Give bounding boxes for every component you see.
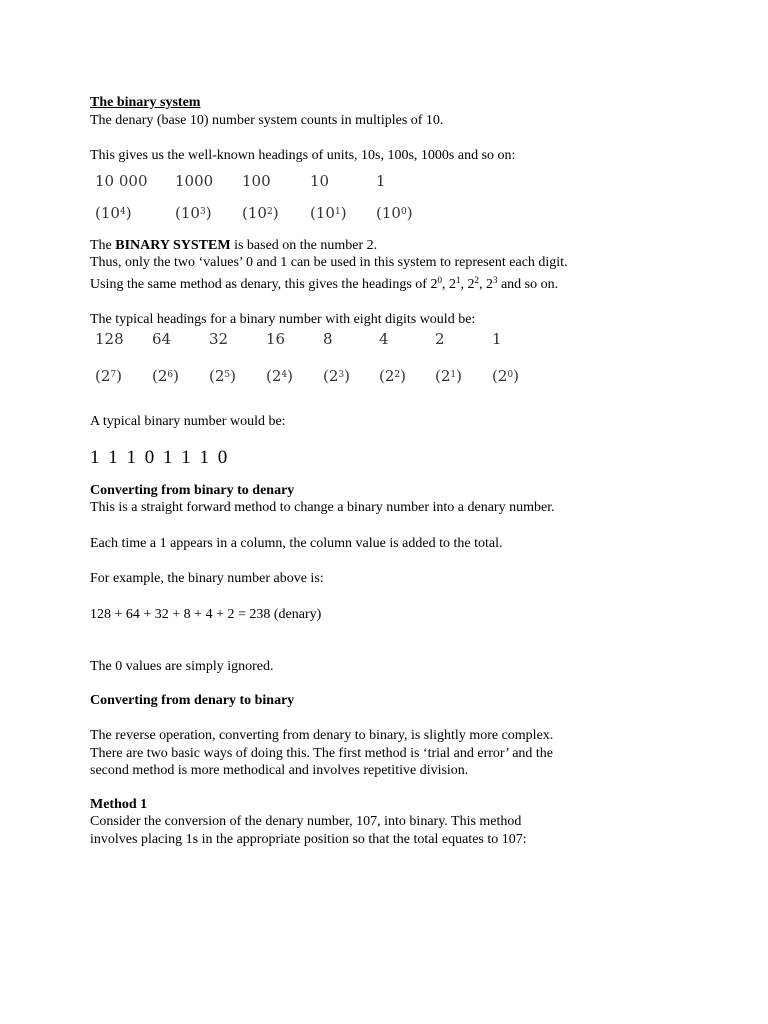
binary-heading-value: 16 [266, 329, 286, 348]
binary-heading-value: 1 [492, 329, 502, 348]
denary-power: (100) [376, 204, 413, 222]
headings-intro-text: This gives us the well-known headings of units, 10s, 100s, 1000s and so on: [90, 148, 516, 163]
straight-forward-text: This is a straight forward method to change a binary number into a denary number. [90, 500, 555, 515]
binary-headings-powers [90, 367, 690, 386]
binary-heading-value: 8 [323, 329, 333, 348]
heading-binary-to-denary: Converting from binary to denary [90, 482, 295, 498]
two-values-text: Thus, only the two ‘values’ 0 and 1 can be used in this system to represent each digit. [90, 255, 568, 270]
binary-heading-value: 2 [435, 329, 445, 348]
denary-power: (102) [242, 204, 279, 222]
method1-text-line-1: Consider the conversion of the denary number, 107, into binary. This method [90, 814, 522, 829]
binary-heading-value: 64 [152, 329, 172, 348]
denary-heading-value: 10 [310, 171, 330, 190]
denary-headings-values [90, 173, 690, 191]
binary-headings-line: Using the same method as denary, this gives the headings of $2^0$, $2^1$, $2^2$, $2^3$ and so on. [90, 274, 559, 292]
binary-power: (23) [323, 367, 350, 385]
denary-headings-powers [90, 204, 690, 223]
typical-number-text: A typical binary number would be: [90, 413, 286, 429]
for-example-text: For example, the binary number above is: [90, 571, 324, 586]
denary-heading-value: 1 [376, 171, 386, 190]
binary-heading-value: 4 [379, 329, 389, 348]
zero-ignored-text: The 0 values are simply ignored. [90, 659, 274, 674]
binary-heading-value: 128 [95, 329, 124, 348]
denary-heading-value: 10 000 [95, 171, 148, 190]
each-time-text: Each time a 1 appears in a column, the column value is added to the total. [90, 535, 503, 551]
denary-power: (104) [95, 204, 132, 222]
method1-text-line-2: involves placing 1s in the appropriate position so that the total equates to 107: [90, 831, 527, 847]
binary-power: (20) [492, 367, 519, 385]
denary-power: (101) [310, 204, 347, 222]
binary-power: (21) [435, 367, 462, 385]
binary-power: (25) [209, 367, 236, 385]
sum-expression: 128 + 64 + 32 + 8 + 4 + 2 = 238 (denary) [90, 606, 322, 622]
reverse-text-line-3: second method is more methodical and involves repetitive division. [90, 763, 469, 778]
denary-intro-text: The denary (base 10) number system counts in multiples of 10. [90, 112, 444, 128]
document-page [90, 94, 690, 848]
typical-headings-text: The typical headings for a binary number with eight digits would be: [90, 312, 476, 327]
binary-power: (27) [95, 367, 122, 385]
heading-denary-to-binary: Converting from denary to binary [90, 692, 295, 708]
binary-system-line: The BINARY SYSTEM is based on the number 2. [90, 237, 378, 253]
binary-power: (24) [266, 367, 293, 385]
reverse-text-line-1: The reverse operation, converting from denary to binary, is slightly more complex. [90, 728, 554, 743]
denary-power: (103) [175, 204, 212, 222]
denary-heading-value: 100 [242, 171, 271, 190]
binary-heading-value: 32 [209, 329, 229, 348]
denary-heading-value: 1000 [175, 171, 214, 190]
binary-headings-values [90, 331, 690, 349]
binary-power: (26) [152, 367, 179, 385]
binary-power: (22) [379, 367, 406, 385]
heading-binary-system: The binary system [90, 95, 201, 110]
binary-number-example: 1 1 1 0 1 1 1 0 [90, 447, 230, 468]
heading-method-1: Method 1 [90, 796, 148, 812]
reverse-text-line-2: There are two basic ways of doing this. The first method is ‘trial and error’ and the [90, 745, 554, 761]
